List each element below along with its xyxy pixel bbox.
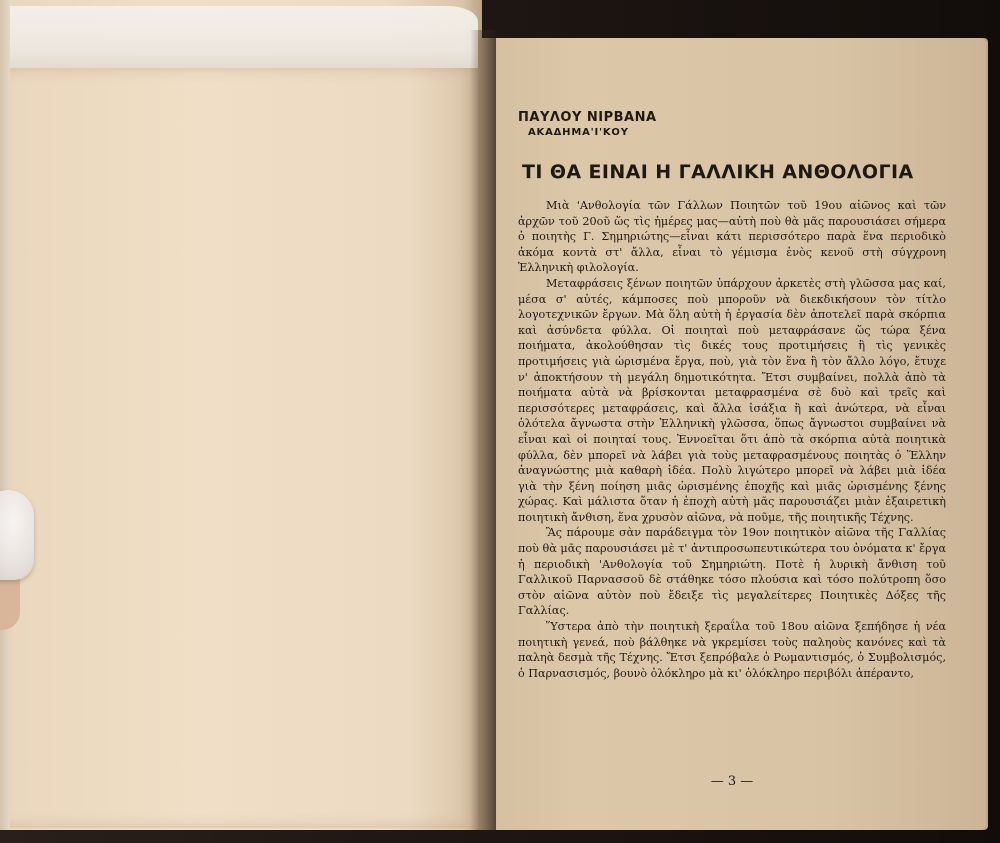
author-title: ΑΚΑΔΗΜΑ'Ι'ΚΟΥ <box>528 127 629 138</box>
paragraph-3: Ἂς πάρουμε σὰν παράδειγμα τὸν 19ον ποιητικὸν αἰῶνα τῆς Γαλλίας ποὺ θὰ μᾶς παρουσιάσει μὲ τ' ἀντιπροσωπευτικώτερα του ὀνόματα κ' ἔργα ἡ περιοδικὴ 'Ανθολογία τοῦ Σημηριώτη. Ποτὲ ἡ λυρικὴ ἄνθιση τοῦ Γαλλικοῦ Παρνασσοῦ δὲ στάθηκε τόσο πλούσια καὶ τόσο πολύτροπη ὅσο στὸν αἰῶνα αὐτὸν ποὺ ἔδειξε τὶς μεγαλείτερες Ποιητικὲς Δόξες τῆς Γαλλίας. <box>518 526 946 618</box>
book-gutter-shadow <box>470 30 496 830</box>
right-page-text <box>478 38 986 830</box>
paragraph-2: Μεταφράσεις ξένων ποιητῶν ὑπάρχουν ἀρκετὲς στὴ γλῶσσα μας καί, μέσα σ' αὐτές, κάμποσες ποὺ μποροῦν νὰ διεκδικήσουν τὸν τίτλο λογοτεχνικῶν ἔργων. Μὰ ὅλη αὐτὴ ἡ ἐργασία δὲν ἀποτελεῖ παρὰ σκόρπια καὶ ἀσύνδετα φύλλα. Οἱ ποιηταὶ ποὺ μεταφράσανε ὥς τώρα ξένα ποιήματα, ἀκολούθησαν τὶς δικές τους προτιμήσεις ἢ τὶς γενικὲς προτιμήσεις γιὰ ὡρισμένα ἔργα, ποὺ, γιὰ τὸν ἕνα ἢ τὸν ἄλλο λόγο, ἔτυχε ν' ἀποκτήσουν τὴ μεγάλη δημοτικότητα. Ἔτσι συμβαίνει, πολλὰ ἀπὸ τὰ ποιήματα αὐτὰ νὰ βρίσκονται μεταφρασμένα σὲ δυὸ καὶ τρεῖς καὶ περισσότερες μεταφράσεις, καὶ ἄλλα ἰσάξια ἢ καὶ ἀνώτερα, νὰ εἶναι ὁλότελα ἄγνωστα στὴν Ἑλληνικὴ γλῶσσα, ὅπως ἄγνωστοι συμβαίνει νὰ εἶναι καὶ οἱ ποιηταί τους. Ἐννοεῖται ὅτι ἀπὸ τὰ σκόρπια αὐτὰ ποιητικὰ φύλλα, δὲν μπορεῖ νὰ λάβει γιὰ τοὺς μεταφρασμένους ποιητὰς ὁ Ἕλλην ἀναγνώστης μιὰ καθαρὴ ἰδέα. Πολὺ λιγώτερο μπορεῖ νὰ λάβει μιὰ ἰδέα γιὰ τὴν ξένη ποίηση μιᾶς ὡρισμένης ἐποχῆς καὶ μιᾶς ὡρισμένης ξένης χώρας. Καὶ μάλιστα ὅταν ἡ ἐποχὴ αὐτὴ μᾶς παρουσιάζει μιὰν ἐξαιρετικὴ ποιητικὴ ἄνθιση, ἕνα χρυσὸν αἰῶνα, νὰ ποῦμε, τῆς ποιητικῆς Τέχνης. <box>518 276 946 524</box>
left-page-blank <box>0 0 482 830</box>
paragraph-1: Μιὰ 'Ανθολογία τῶν Γάλλων Ποιητῶν τοῦ 19ου αἰῶνος καὶ τῶν ἀρχῶν τοῦ 20οῦ ὥς τὶς ἡμέρες μας—αὐτὴ ποὺ θὰ μᾶς παρουσιάσει σήμερα ὁ ποιητὴς Γ. Σημηριώτης—εἶναι κάτι περισσότερο παρὰ ἕνα περιοδικὸ ἀκόμα κοντὰ στ' ἄλλα, εἶναι τὸ γέμισμα ἑνὸς κενοῦ στὴ σύγχρονη Ἑλληνικὴ φιλολογία. <box>518 199 946 275</box>
article-title: ΤΙ ΘΑ ΕΙΝΑΙ Η ΓΑΛΛΙΚΗ ΑΝΘΟΛΟΓΙΑ <box>522 161 914 183</box>
page-content <box>518 110 946 681</box>
left-page-top-strip <box>10 6 478 70</box>
page-number: — 3 — <box>710 774 754 789</box>
author-name: ΠΑΥΛΟΥ ΝΙΡΒΑΝΑ <box>518 110 657 125</box>
paragraph-4: Ὕστερα ἀπὸ τὴν ποιητικὴ ξεραΐλα τοῦ 18ου αἰῶνα ξεπήδησε ἡ νέα ποιητικὴ γενεά, ποὺ βάλθηκε νὰ γκρεμίσει τοὺς παληοὺς κανόνες καὶ τὰ παληὰ δεσμὰ τῆς Τέχνης. Ἔτσι ξεπρόβαλε ὁ Ρωμαντισμός, ὁ Συμβολισμός, ὁ Παρνασισμός, βουνὸ ὁλόκληρο μὰ κι' ὁλόκληρο περιβόλι ἀπέραντο, <box>518 620 946 680</box>
left-page-paper <box>10 68 480 828</box>
fingernail <box>0 490 34 580</box>
